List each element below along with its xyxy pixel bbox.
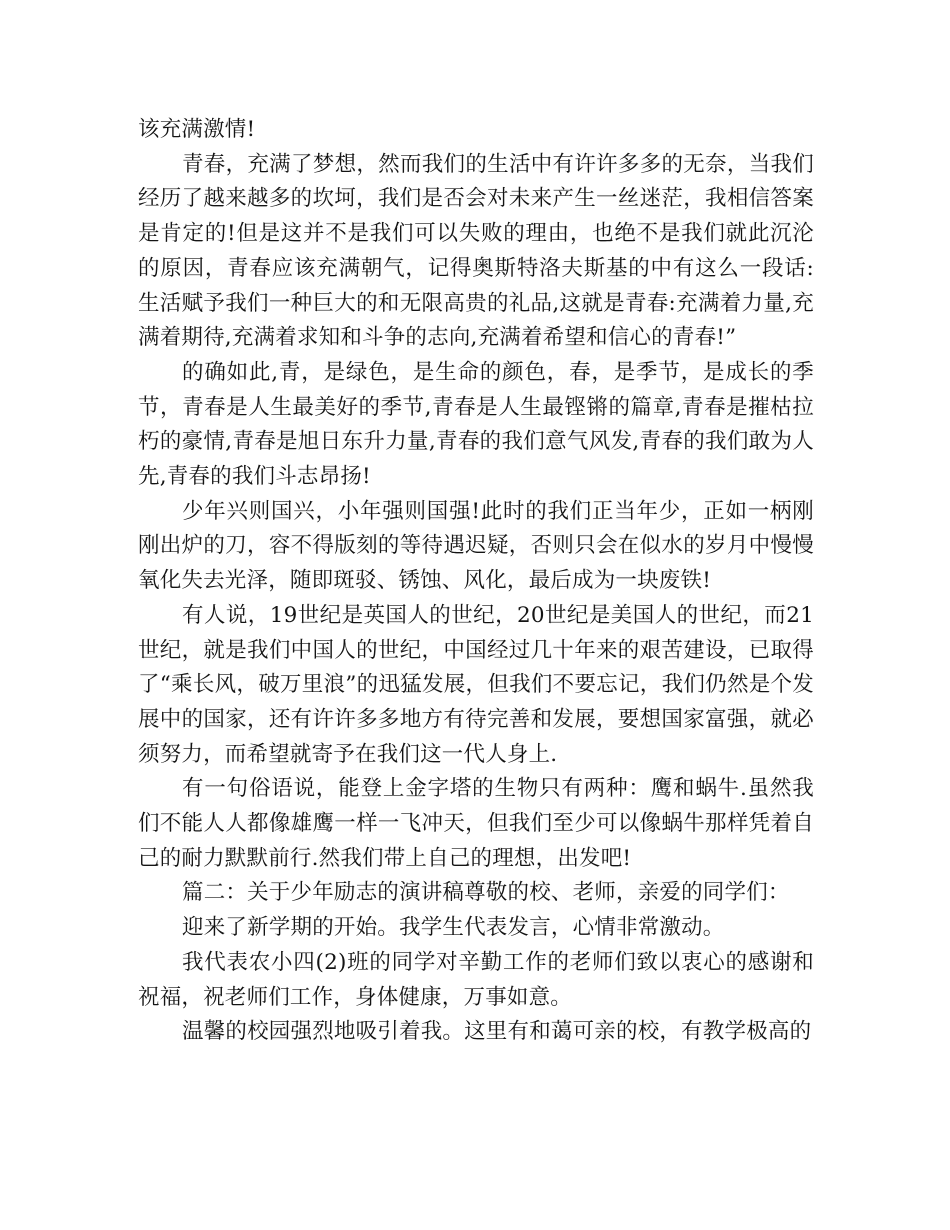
- paragraph-4: 少年兴则国兴，小年强则国强!此时的我们正当年少，正如一柄刚刚出炉的刀，容不得版刻的等待遇迟疑，否则只会在似水的岁月中慢慢氧化失去光泽，随即斑驳、锈蚀、风化，最后成为一块废铁!: [138, 498, 814, 594]
- paragraph-6: 有一句俗语说，能登上金字塔的生物只有两种：鹰和蜗牛.虽然我们不能人人都像雄鹰一样一飞冲天，但我们至少可以像蜗牛那样凭着自己的耐力默默前行.然我们带上自己的理想，出发吧!: [138, 776, 814, 871]
- paragraph-9: 我代表农小四(2)班的同学对辛勤工作的老师们致以衷心的感谢和祝福，祝老师们工作，身体健康，万事如意。: [138, 949, 814, 1010]
- paragraph-8: 迎来了新学期的开始。我学生代表发言，心情非常激动。: [182, 915, 725, 941]
- document-body: [138, 113, 814, 1050]
- paragraph-3: 的确如此,青，是绿色，是生命的颜色，春，是季节，是成长的季节，青春是人生最美好的季节,青春是人生最铿锵的篇章,青春是摧枯拉朽的豪情,青春是旭日东升力量,青春的我们意气风发,青春的我们敢为人先,青春的我们斗志昂扬!: [138, 359, 814, 490]
- paragraph-2: 青春，充满了梦想，然而我们的生活中有许许多多的无奈，当我们经历了越来越多的坎坷，我们是否会对未来产生一丝迷茫，我相信答案是肯定的!但是这并不是我们可以失败的理由，也绝不是我们就此沉沦的原因，青春应该充满朝气，记得奥斯特洛夫斯基的中有这么一段话:生活赋予我们一种巨大的和无限高贵的礼品,这就是青春:充满着力量,充满着期待,充满着求知和斗争的志向,充满着希望和信心的青春!”: [138, 151, 814, 351]
- paragraph-10: 温馨的校园强烈地吸引着我。这里有和蔼可亲的校，有教学极高的: [182, 1019, 812, 1045]
- paragraph-1: 该充满激情!: [138, 117, 256, 142]
- paragraph-7: 篇二：关于少年励志的演讲稿尊敬的校、老师，亲爱的同学们：: [182, 880, 790, 906]
- paragraph-5: 有人说，19世纪是英国人的世纪，20世纪是美国人的世纪，而21世纪，就是我们中国人的世纪，中国经过几十年来的艰苦建设，已取得了“乘长风，破万里浪”的迅猛发展，但我们不要忘记，我们仍然是个发展中的国家，还有许许多多地方有待完善和发展，要想国家富强，就必须努力，而希望就寄予在我们这一代人身上.: [138, 602, 814, 767]
